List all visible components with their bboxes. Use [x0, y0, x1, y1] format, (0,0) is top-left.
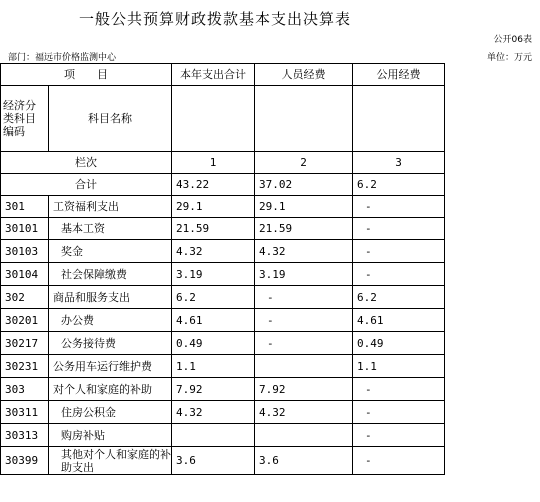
header-personnel: 人员经费 — [255, 64, 353, 86]
row-col1: 21.59 — [172, 218, 255, 240]
row-name: 商品和服务支出 — [49, 286, 172, 309]
row-col2: - — [255, 309, 353, 332]
row-code: 30201 — [1, 309, 49, 332]
row-col1: 3.19 — [172, 263, 255, 286]
row-col3: 4.61 — [353, 309, 445, 332]
row-col2: - — [255, 286, 353, 309]
row-col1: 29.1 — [172, 196, 255, 218]
row-col3: 0.49 — [353, 332, 445, 355]
expenditure-table — [0, 63, 445, 475]
row-col3: - — [353, 240, 445, 263]
row-col3: - — [353, 447, 445, 475]
table-row — [1, 332, 445, 355]
row-col1: 3.6 — [172, 447, 255, 475]
row-name: 工资福利支出 — [49, 196, 172, 218]
header-econ-class: 经济分类科目编码 — [1, 86, 49, 152]
row-code: 30104 — [1, 263, 49, 286]
row-name: 社会保障缴费 — [49, 263, 172, 286]
row-col3: 1.1 — [353, 355, 445, 378]
row-col1: 6.2 — [172, 286, 255, 309]
row-col2: 3.19 — [255, 263, 353, 286]
column-number-1: 1 — [172, 152, 255, 174]
row-col2: 4.32 — [255, 401, 353, 424]
row-code: 30231 — [1, 355, 49, 378]
table-row — [1, 424, 445, 447]
row-name: 购房补贴 — [49, 424, 172, 447]
header-subject-name: 科目名称 — [49, 86, 172, 152]
total-col1: 43.22 — [172, 174, 255, 196]
table-row — [1, 401, 445, 424]
table-row — [1, 218, 445, 240]
row-col3: - — [353, 378, 445, 401]
header-total-expenditure: 本年支出合计 — [172, 64, 255, 86]
table-row — [1, 355, 445, 378]
total-label: 合计 — [1, 174, 172, 196]
row-code: 30399 — [1, 447, 49, 475]
row-name: 公务接待费 — [49, 332, 172, 355]
row-col1: 0.49 — [172, 332, 255, 355]
report-title: 一般公共预算财政拨款基本支出决算表 — [78, 10, 351, 28]
row-name: 奖金 — [49, 240, 172, 263]
row-col1: 1.1 — [172, 355, 255, 378]
row-name: 办公费 — [49, 309, 172, 332]
table-row — [1, 286, 445, 309]
row-name: 基本工资 — [49, 218, 172, 240]
table-row — [1, 309, 445, 332]
row-col3: - — [353, 196, 445, 218]
row-col2: 4.32 — [255, 240, 353, 263]
row-code: 30103 — [1, 240, 49, 263]
row-col1 — [172, 424, 255, 447]
row-name: 公务用车运行维护费 — [49, 355, 172, 378]
row-col1: 4.61 — [172, 309, 255, 332]
row-code: 30313 — [1, 424, 49, 447]
table-row — [1, 378, 445, 401]
row-name: 住房公积金 — [49, 401, 172, 424]
department-label: 部门：福远市价格监测中心 — [8, 53, 117, 63]
header-row — [1, 64, 445, 86]
row-col1: 4.32 — [172, 401, 255, 424]
table-row — [1, 263, 445, 286]
row-col1: 7.92 — [172, 378, 255, 401]
header-item: 项 目 — [1, 64, 172, 86]
row-col3: - — [353, 424, 445, 447]
row-code: 30101 — [1, 218, 49, 240]
subheader-row — [1, 86, 445, 152]
row-name: 对个人和家庭的补助 — [49, 378, 172, 401]
column-number-3: 3 — [353, 152, 445, 174]
row-code: 30217 — [1, 332, 49, 355]
row-col2: - — [255, 332, 353, 355]
row-code: 303 — [1, 378, 49, 401]
total-row — [1, 174, 445, 196]
row-col3: - — [353, 401, 445, 424]
total-col3: 6.2 — [353, 174, 445, 196]
form-number: 公开06表 — [493, 35, 532, 45]
row-name: 其他对个人和家庭的补助支出 — [49, 447, 172, 475]
total-col2: 37.02 — [255, 174, 353, 196]
row-col3: - — [353, 218, 445, 240]
unit-label: 单位：万元 — [486, 53, 532, 63]
row-col2 — [255, 424, 353, 447]
row-col2: 7.92 — [255, 378, 353, 401]
row-col2: 29.1 — [255, 196, 353, 218]
row-code: 301 — [1, 196, 49, 218]
row-col2 — [255, 355, 353, 378]
column-number-row — [1, 152, 445, 174]
table-row — [1, 196, 445, 218]
table-row — [1, 240, 445, 263]
row-col2: 21.59 — [255, 218, 353, 240]
column-number-label: 栏次 — [1, 152, 172, 174]
row-col2: 3.6 — [255, 447, 353, 475]
table-row — [1, 447, 445, 475]
row-col1: 4.32 — [172, 240, 255, 263]
row-col3: - — [353, 263, 445, 286]
header-public: 公用经费 — [353, 64, 445, 86]
row-col3: 6.2 — [353, 286, 445, 309]
column-number-2: 2 — [255, 152, 353, 174]
row-code: 30311 — [1, 401, 49, 424]
row-code: 302 — [1, 286, 49, 309]
